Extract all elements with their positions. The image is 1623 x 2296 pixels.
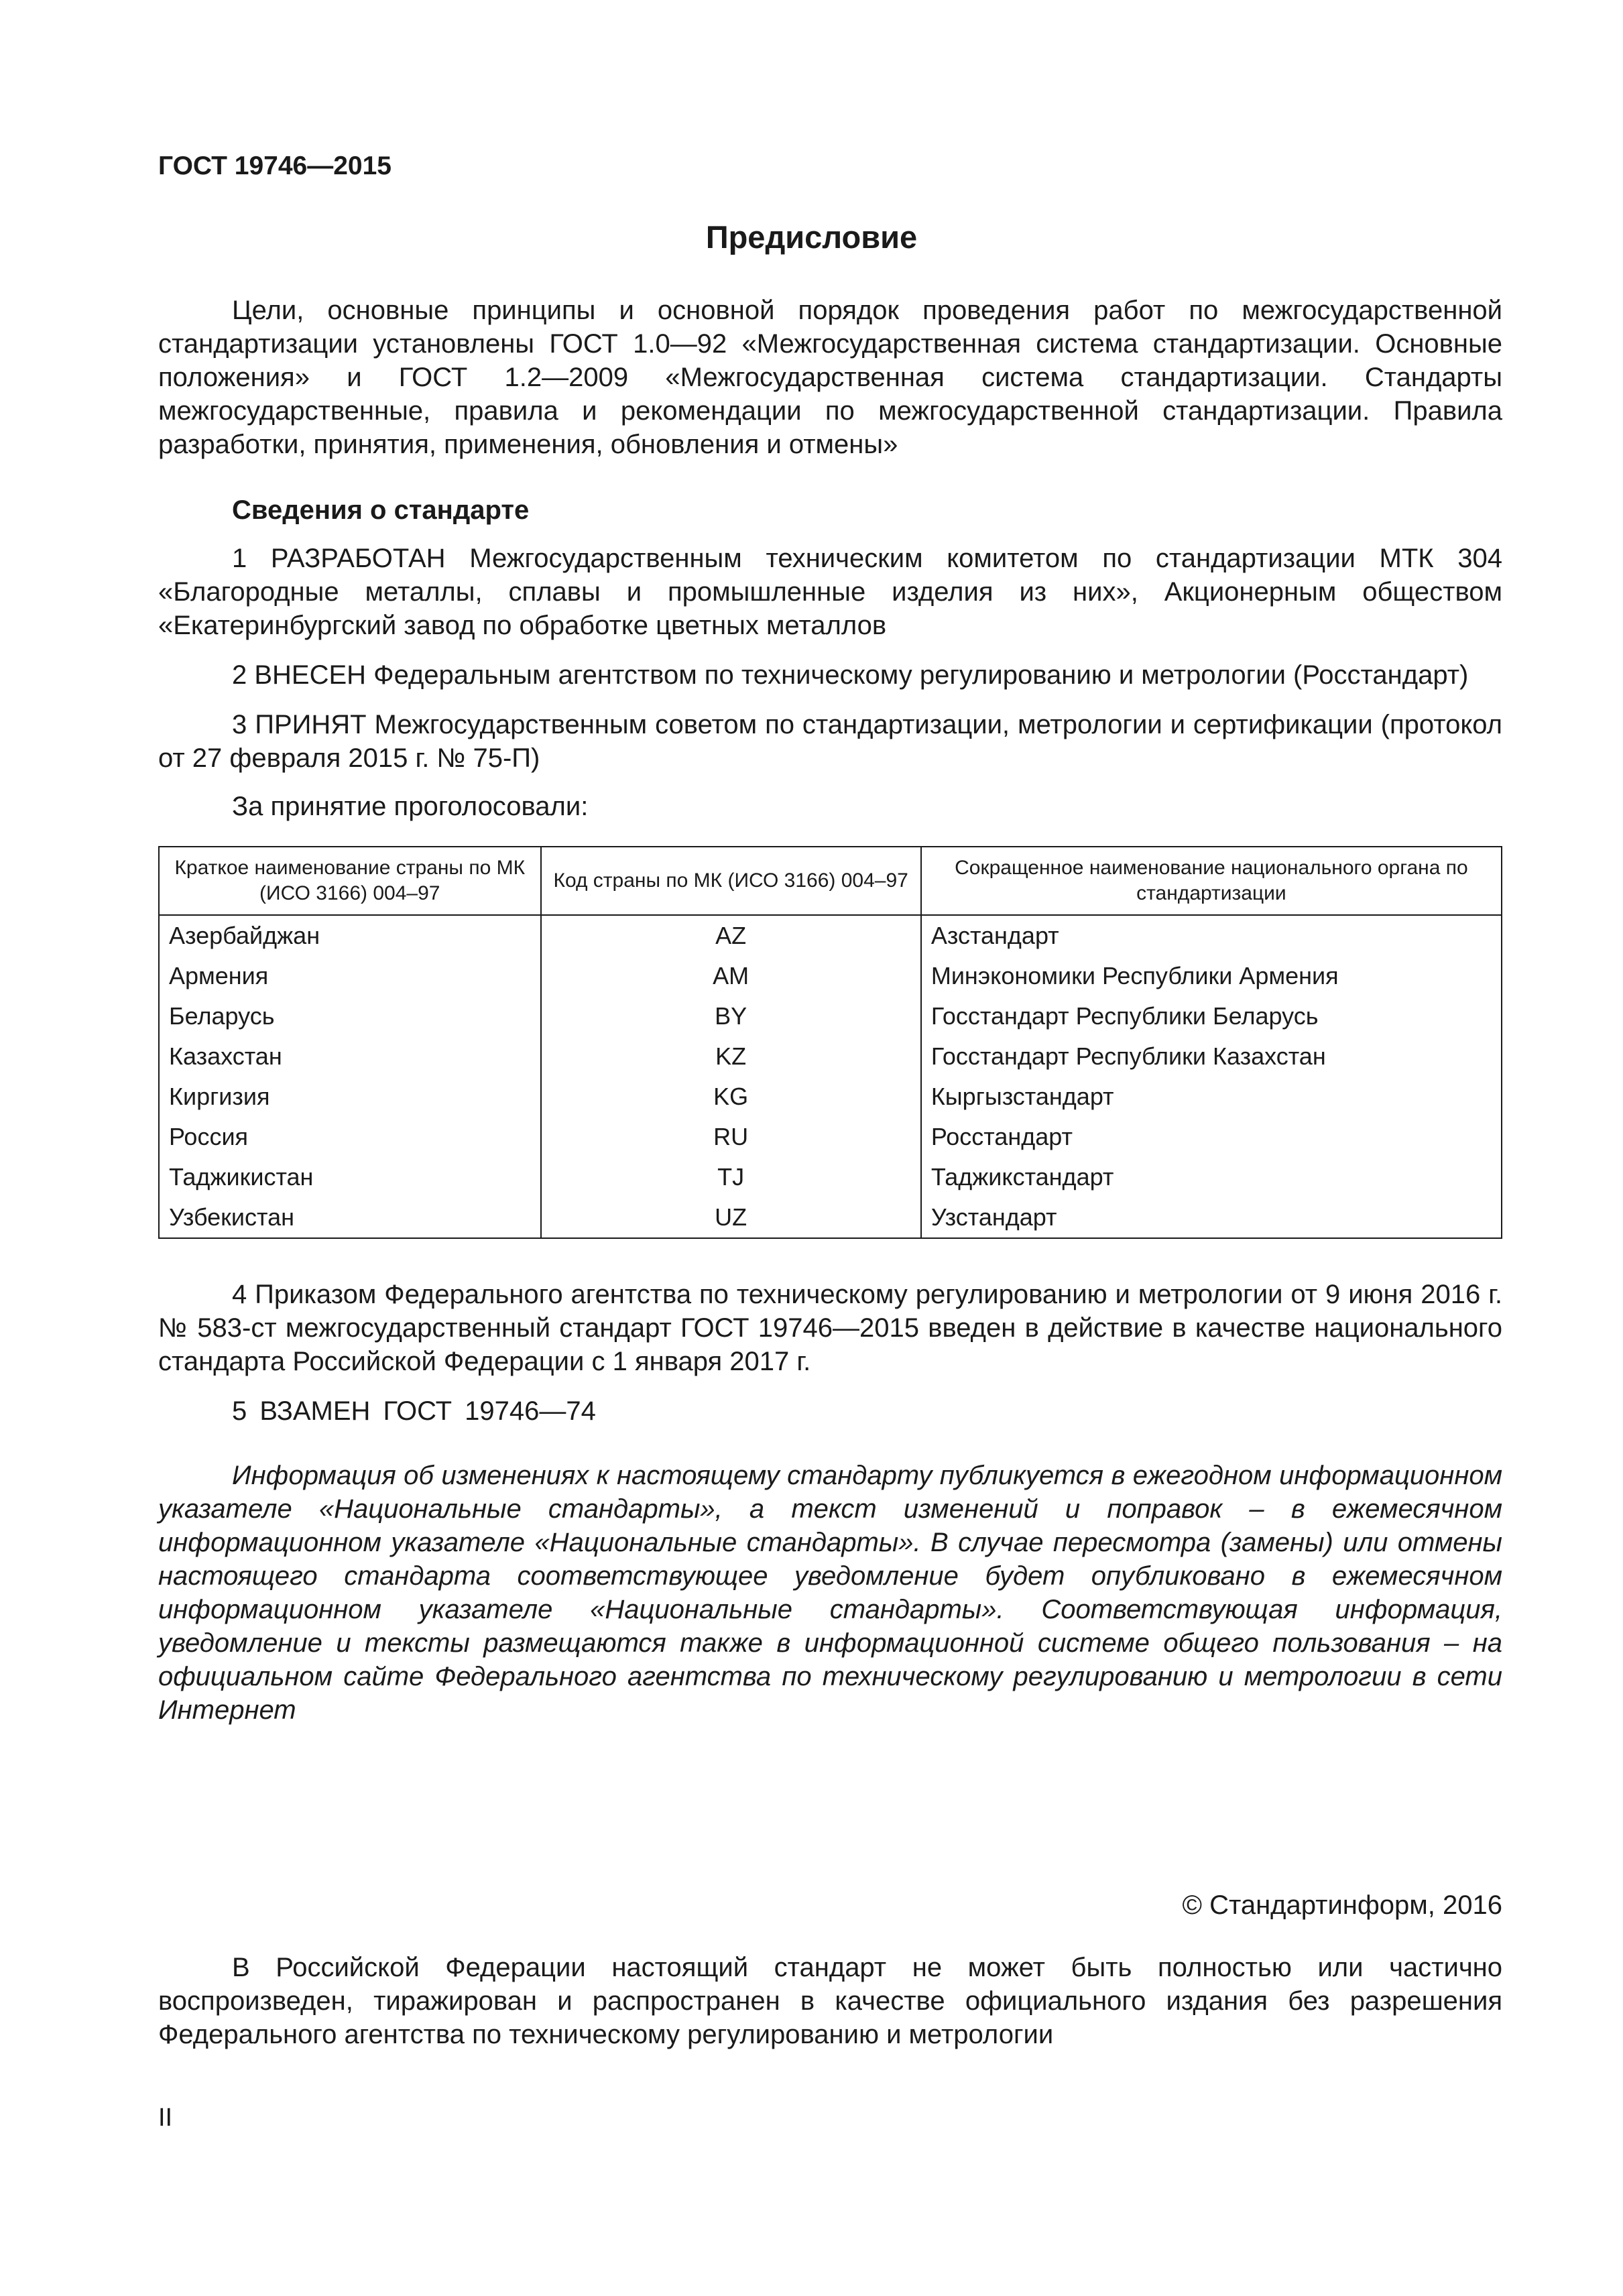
table-row [159,1077,1502,1117]
agency-name: Таджикстандарт [921,1157,1502,1197]
table-row [159,915,1502,956]
info-notice: Информация об изменениях к настоящему стандарту публикуется в ежегодном информационном указателе «Национальные стандарты», а текст изменений и поправок – в ежемесячном информационном указателе «Национальные стандарты». В случае пересмотра (замены) или отмены настоящего стандарта соответствующее уведомление будет опубликовано в ежемесячном информационном указателе «Национальные стандарты». Соответствующая информация, уведомление и тексты размещаются также в информационной системе общего пользования – на официальном сайте Федерального агентства по техническому регулированию и метрологии в сети Интернет [158,1461,1502,1725]
table-row [159,996,1502,1036]
agency-name: Росстандарт [921,1117,1502,1157]
agency-name: Азстандарт [921,915,1502,956]
country-code: KG [541,1077,921,1117]
agency-name: Госстандарт Республики Казахстан [921,1036,1502,1077]
vote-label: За принятие проголосовали: [232,792,589,821]
intro-paragraph: Цели, основные принципы и основной порядок проведения работ по межгосударственной стандартизации установлены ГОСТ 1.0—92 «Межгосударственная система стандартизации. Основные положения» и ГОСТ 1.2—2009 «Межгосударственная система стандартизации. Стандарты межгосударственные, правила и рекомендации по межгосударственной стандартизации. Правила разработки, принятия, применения, обновления и отмены» [158,296,1502,459]
country-code: KZ [541,1036,921,1077]
table-row [159,1117,1502,1157]
country-name: Азербайджан [159,915,541,956]
country-code: AM [541,956,921,996]
country-name: Беларусь [159,996,541,1036]
item-5-replaces: 5 ВЗАМЕН ГОСТ 19746—74 [232,1396,596,1426]
item-4-enacted: 4 Приказом Федерального агентства по техническому регулированию и метрологии от 9 июня 2016 г. № 583-ст межгосударственный стандарт ГОСТ 19746—2015 введен в действие в качестве национального стандарта Российской Федерации с 1 января 2017 г. [158,1280,1502,1376]
table-row [159,1036,1502,1077]
country-code: UZ [541,1197,921,1238]
legal-notice: В Российской Федерации настоящий стандарт не может быть полностью или частично воспроизведен, тиражирован и распространен в качестве официального издания без разрешения Федерального агентства по техническому регулированию и метрологии [158,1953,1502,2049]
country-name: Казахстан [159,1036,541,1077]
standard-code-header: ГОСТ 19746—2015 [158,152,392,180]
page-number: II [158,2104,173,2132]
agency-name: Минэкономики Республики Армения [921,956,1502,996]
country-code: BY [541,996,921,1036]
item-1-developed: 1 РАЗРАБОТАН Межгосударственным техническим комитетом по стандартизации МТК 304 «Благородные металлы, сплавы и промышленные изделия из них», Акционерным обществом «Екатеринбургский завод по обработке цветных металлов [158,544,1502,640]
table-row [159,1197,1502,1238]
country-code: RU [541,1117,921,1157]
country-name: Таджикистан [159,1157,541,1197]
page-title: Предисловие [705,219,918,255]
country-code: TJ [541,1157,921,1197]
copyright: © Стандартинформ, 2016 [1182,1890,1502,1920]
table-row [159,956,1502,996]
country-name: Узбекистан [159,1197,541,1238]
section-heading: Сведения о стандарте [232,495,530,525]
agency-name: Кыргызстандарт [921,1077,1502,1117]
country-name: Армения [159,956,541,996]
table-row [159,1157,1502,1197]
table-header-country: Краткое наименование страны по МК (ИСО 3166) 004–97 [159,847,541,915]
country-code: AZ [541,915,921,956]
agency-name: Госстандарт Республики Беларусь [921,996,1502,1036]
item-3-adopted: 3 ПРИНЯТ Межгосударственным советом по стандартизации, метрологии и сертификации (протокол от 27 февраля 2015 г. № 75-П) [158,710,1502,773]
agency-name: Узстандарт [921,1197,1502,1238]
country-name: Россия [159,1117,541,1157]
voting-countries-table [158,846,1502,1239]
table-header-code: Код страны по МК (ИСО 3166) 004–97 [541,847,921,915]
country-name: Киргизия [159,1077,541,1117]
table-header-row [159,847,1502,915]
item-2-introduced: 2 ВНЕСЕН Федеральным агентством по техническому регулированию и метрологии (Росстандарт) [232,660,1469,690]
table-header-agency: Сокращенное наименование национального органа по стандартизации [921,847,1502,915]
